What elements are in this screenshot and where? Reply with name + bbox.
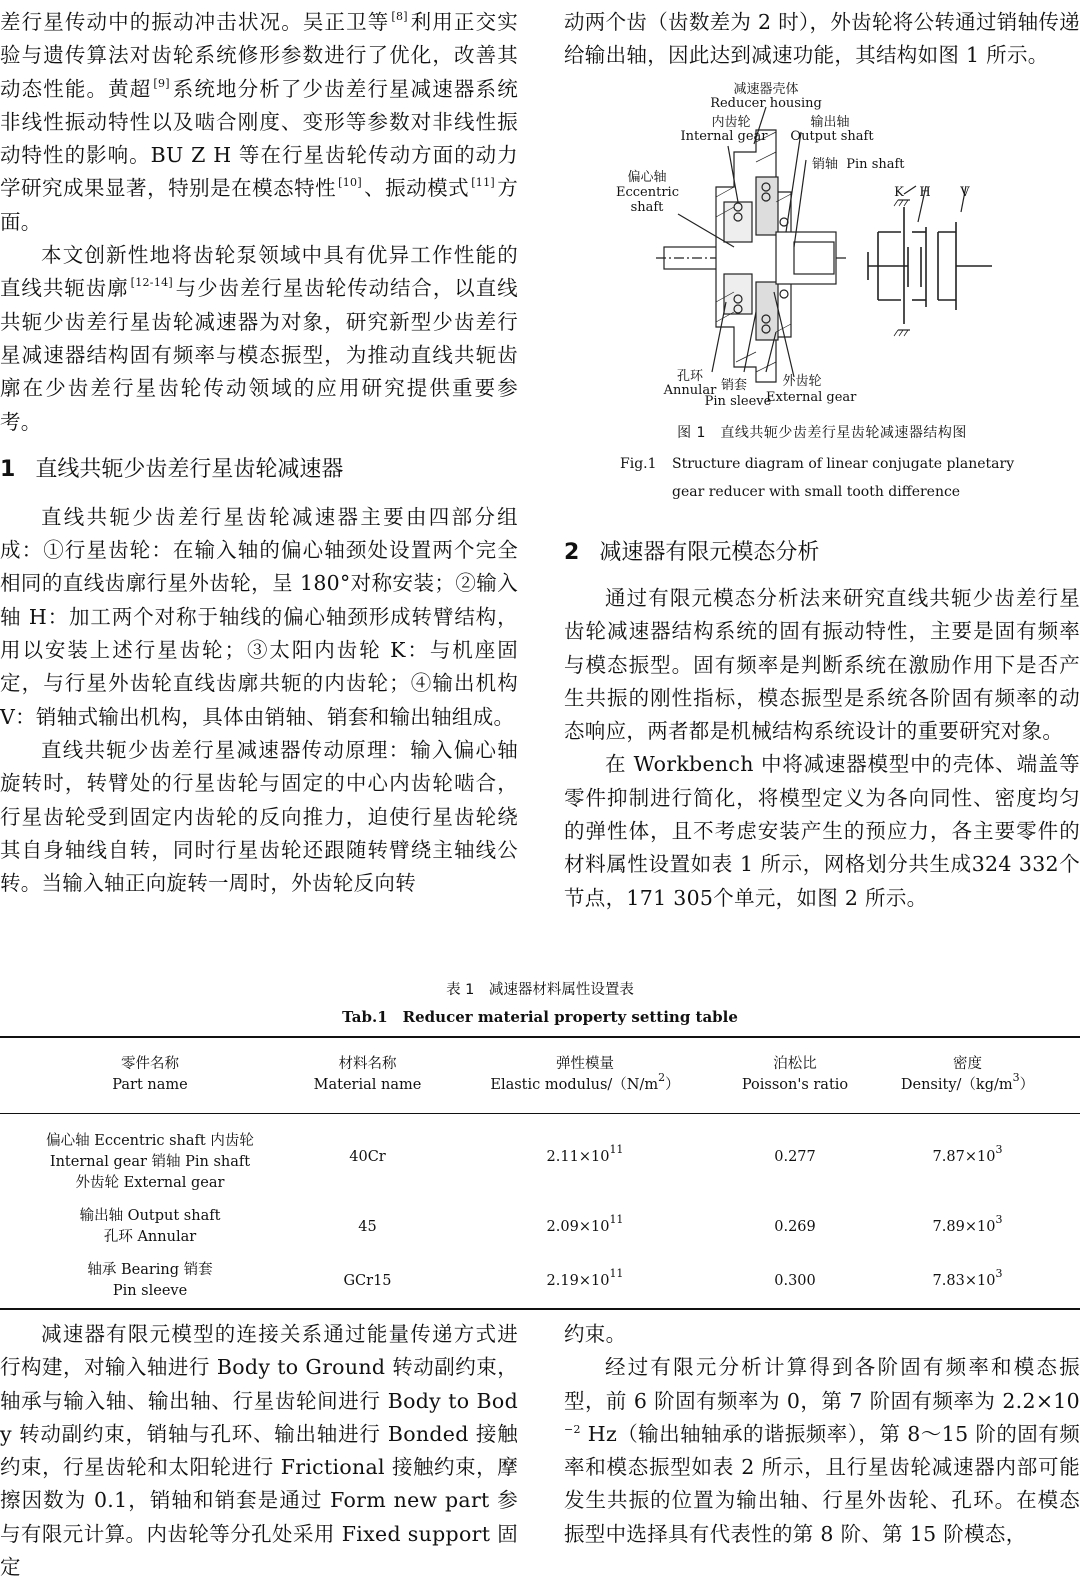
header-elastic-modulus: 弹性模量 Elastic modulus/$(N/m^2)$ [490, 1056, 680, 1094]
right-column-section-2 [564, 536, 1080, 915]
paragraph-fe-model: 减速器有限元模型的连接关系通过能量传递方式进行构建，对输入轴进行 Body to Ground 转动副约束，轴承与输入轴、输出轴、行星齿轮间进行 Body to Body 转动副约束，销轴与孔环、输出轴进行 Bonded 接触约束，行星齿轮和太阳轮进行 Frictional 接触约束，摩擦因数为 0.1，销轴和销套是通过 Form new part 参与有限元计算。内齿轮等分孔处采用 Fixed support 固定 [0, 1322, 518, 1580]
label-pin-shaft: 销轴 Pin shaft [812, 157, 905, 172]
table-row [0, 1253, 1080, 1309]
cell-modulus: $2.09\times 10^{11}$ [546, 1213, 624, 1235]
cell-density: $7.83\times 10^3$ [932, 1266, 1003, 1289]
section-heading-2: 2 减速器有限元模态分析 [564, 540, 820, 565]
table-row [0, 1201, 1080, 1253]
figure-1-caption-cn: 图 1 直线共轭少齿差行星齿轮减速器结构图 [677, 425, 967, 441]
header-density: 密度 Density/$(kg/m^3)$ [900, 1056, 1035, 1094]
cell-material: GCr15 [343, 1272, 392, 1289]
table-header-row [0, 1037, 1080, 1113]
cell-density: $7.89\times 10^3$ [932, 1213, 1003, 1235]
material-property-table [0, 1036, 1080, 1310]
paragraph-composition: 直线共轭少齿差行星齿轮减速器主要由四部分组成：①行星齿轮：在输入轴的偏心轴颈处设置两个完全相同的直线齿廓行星外齿轮，呈 180°对称安装；②输入轴 H：加工两个对称于轴线的偏心轴颈形成转臂结构，用以安装上述行星齿轮；③太阳内齿轮 K：与机座固定，与行星外齿轮直线齿廓共轭的内齿轮；④输出机构 V：销轴式输出机构，具体由销轴、销套和输出轴组成。 [0, 504, 518, 729]
cell-poisson: 0.277 [774, 1149, 816, 1166]
cell-poisson: 0.269 [774, 1219, 816, 1235]
label-v: V [960, 185, 970, 200]
left-column-bottom [0, 1318, 518, 1584]
right-column [564, 6, 1080, 73]
header-poisson-ratio: 泊松比 Poisson's ratio [741, 1056, 849, 1094]
cell-modulus: $2.11\times 10^{11}$ [546, 1143, 624, 1166]
left-column [0, 6, 518, 900]
label-internal-en: Internal gear [680, 129, 768, 144]
cell-poisson: 0.300 [774, 1272, 816, 1289]
label-internal-cn: 内齿轮 [711, 115, 751, 130]
figure-1-caption-en: Fig.1 Structure diagram of linear conjugate planetary gear reducer with small tooth difference [620, 456, 1015, 500]
label-ecc-en2: shaft [630, 200, 664, 215]
cell-density: $7.87\times 10^3$ [932, 1143, 1003, 1166]
paragraph-fea-1: 通过有限元模态分析法来研究直线共轭少齿差行星齿轮减速器结构系统的固有振动特性，主要是固有频率与模态振型。固有频率是判断系统在激励作用下是否产生共振的刚性指标，模态振型是系统各阶固有频率的动态响应，两者都是机械结构系统设计的重要研究对象。 [564, 586, 1080, 744]
paragraph-innovation: 本文创新性地将齿轮泵领域中具有优异工作性能的直线共轭齿廓 [12-14]与少齿差行星齿轮传动结合，以直线共轭少齿差行星齿轮减速器为对象，研究新型少齿差行星减速器结构固有频率与模态振型，为推动直线共轭齿廓在少齿差行星齿轮传动领域的应用研究提供重要参考。 [0, 243, 518, 434]
paragraph-constraint-end: 约束。 [564, 1322, 627, 1346]
figure-1-diagram [616, 82, 1036, 412]
paragraph-principle: 直线共轭少齿差行星减速器传动原理：输入偏心轴旋转时，转臂处的行星齿轮与固定的中心内齿轮啮合，行星齿轮受到固定内齿轮的反向推力，迫使行星齿轮绕其自身轴线自转，同时行星齿轮还跟随转臂绕主轴线公转。当输入轴正向旋转一周时，外齿轮反向转 [0, 737, 518, 896]
cell-material: 40Cr [349, 1149, 386, 1166]
label-output-en: Output shaft [790, 129, 874, 144]
paragraph-continued: 动两个齿（齿数差为 2 时），外齿轮将公转通过销轴传递给输出轴，因此达到减速功能，其结构如图 1 所示。 [564, 10, 1080, 68]
label-sleeve-cn: 销套 [720, 378, 747, 393]
label-ecc-cn: 偏心轴 [627, 170, 667, 185]
table-1-caption-en: Tab.1 Reducer material property setting table [342, 1008, 738, 1026]
label-external-en: External gear [766, 390, 857, 405]
section-heading-1: 1 直线共轭少齿差行星齿轮减速器 [0, 456, 344, 482]
right-column-bottom [564, 1318, 1080, 1551]
label-k: K [894, 185, 904, 200]
label-housing-cn: 减速器壳体 [733, 82, 799, 97]
cell-material: 45 [358, 1219, 377, 1235]
cell-modulus: $2.19\times 10^{11}$ [546, 1266, 624, 1289]
table-row [0, 1113, 1080, 1201]
paragraph-results: 经过有限元分析计算得到各阶固有频率和模态振型，前 6 阶固有频率为 0，第 7 阶固有频率为 $2.2\times 10^{-2}$ Hz（输出轴轴承的谐振频率），第 8～15 阶的固有频率和模态振型如表 2 所示，且行星齿轮减速器内部可能发生共振的位置为输出轴、行星外齿轮、孔环。在模态振型中选择具有代表性的第 8 阶、第 15 阶模态， [564, 1355, 1080, 1546]
cell-part: 偏心轴 Eccentric shaft 内齿轮 Internal gear 销轴 Pin shaft 外齿轮 External gear [46, 1132, 254, 1191]
header-material-name: 材料名称 Material name [313, 1056, 422, 1094]
label-h: H [919, 185, 931, 200]
paragraph-fea-2: 在 Workbench 中将减速器模型中的壳体、端盖等零件抑制进行简化，将模型定义为各向同性、密度均匀的弹性体，且不考虑安装产生的预应力，各主要零件的材料属性设置如表 1 所示，网格划分共生成324 332个节点，171 305个单元，如图 2 所示。 [564, 752, 1080, 910]
label-ecc-en1: Eccentric [616, 185, 679, 200]
paragraph-intro: 差行星传动中的振动冲击状况。吴正卫等 [8]利用正交实验与遗传算法对齿轮系统修形参数进行了优化，改善其动态性能。黄超 [9]系统地分析了少齿差行星减速器系统非线性振动特性以及啮合刚度、变形等参数对非线性振动特性的影响。BU Z H 等在行星齿轮传动方面的动力学研究成果显著，特别是在模态特性 [10]、振动模式 [11]方面。 [0, 10, 518, 234]
label-annular-cn: 孔环 [676, 369, 703, 384]
cell-part: 输出轴 Output shaft 孔环 Annular [79, 1208, 221, 1245]
label-external-cn: 外齿轮 [782, 374, 822, 389]
label-sleeve-en: Pin sleeve [704, 394, 772, 409]
label-output-cn: 输出轴 [810, 115, 850, 130]
table-1-caption-cn: 表 1 减速器材料属性设置表 [446, 982, 634, 998]
header-part-name: 零件名称 Part name [112, 1056, 188, 1094]
cell-part: 轴承 Bearing 销套 Pin sleeve [87, 1261, 213, 1299]
label-housing-en: Reducer housing [710, 96, 822, 111]
label-annular-en: Annular [663, 383, 717, 398]
